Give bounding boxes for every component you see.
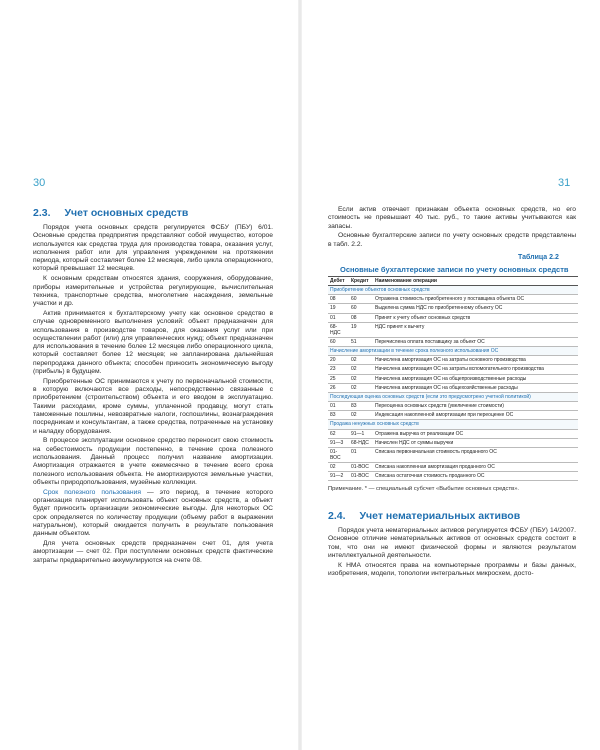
section-heading bbox=[33, 207, 188, 219]
accounting-table bbox=[328, 276, 578, 481]
section-label: Приобретение объектов основных средств bbox=[328, 286, 578, 295]
debit-cell: 01 bbox=[328, 402, 349, 411]
table-row bbox=[328, 356, 578, 365]
table-row bbox=[328, 472, 578, 481]
table-row bbox=[328, 295, 578, 304]
table-row bbox=[328, 402, 578, 411]
table-row bbox=[328, 374, 578, 383]
table-section-row bbox=[328, 392, 578, 401]
table-section-row bbox=[328, 346, 578, 355]
operation-cell: Переоценка основных средств (увеличение стоимости) bbox=[373, 402, 578, 411]
page-number: 30 bbox=[33, 177, 46, 189]
operation-cell: НДС принят к вычету bbox=[373, 322, 578, 337]
paragraph: Для учета основных средств предназначен счет 01, для учета амортизации — счет 02. При поступлении основных средств фактические затраты предварительно аккумулируются на счете 08. bbox=[33, 539, 273, 564]
debit-cell: 08 bbox=[328, 295, 349, 304]
header-credit: Кредит bbox=[349, 277, 373, 286]
credit-cell: 02 bbox=[349, 383, 373, 392]
debit-cell: 02 bbox=[328, 463, 349, 472]
table-row bbox=[328, 304, 578, 313]
table-note: Примечание. * — специальный субсчет «Выбытие основных средств». bbox=[328, 486, 520, 492]
credit-cell: 02 bbox=[349, 411, 373, 420]
paragraph: Порядок учета основных средств регулируется ФСБУ (ПБУ) 6/01. Основные средства предприятия представляют собой имущество, которое используется как средства труда для производства товара, оказания услуг, исполнения работ или для управления учреждением на протяжении периода, который составляет более 12 месяцев, либо цикла операционного, который превышает 12 месяцев. bbox=[33, 224, 273, 273]
section-title: Учет нематериальных активов bbox=[359, 510, 521, 522]
header-debit: Дебет bbox=[328, 277, 349, 286]
debit-cell: 68-НДС bbox=[328, 322, 349, 337]
debit-cell: 20 bbox=[328, 356, 349, 365]
table-row bbox=[328, 411, 578, 420]
debit-cell: 60 bbox=[328, 337, 349, 346]
operation-cell: Начислена амортизация ОС на затраты вспомогательного производства bbox=[373, 365, 578, 374]
table-row bbox=[328, 322, 578, 337]
table-row bbox=[328, 337, 578, 346]
debit-cell: 91—2 bbox=[328, 472, 349, 481]
debit-cell: 01-ВОС bbox=[328, 448, 349, 463]
operation-cell: Перечислена оплата поставщику за объект ОС bbox=[373, 337, 578, 346]
section-label: Начисление амортизации в течение срока полезного использования ОС bbox=[328, 346, 578, 355]
operation-cell: Выделена сумма НДС по приобретенному объекту ОС bbox=[373, 304, 578, 313]
table-caption: Таблица 2.2 bbox=[518, 254, 559, 261]
credit-cell: 19 bbox=[349, 322, 373, 337]
credit-cell: 01-ВОС bbox=[349, 472, 373, 481]
page-number: 31 bbox=[558, 177, 571, 189]
table-title: Основные бухгалтерские записи по учету основных средств bbox=[340, 265, 569, 274]
credit-cell: 02 bbox=[349, 365, 373, 374]
section-label: Продажа ненужных основных средств bbox=[328, 420, 578, 429]
operation-cell: Списана накопленная амортизация проданного ОС bbox=[373, 463, 578, 472]
debit-cell: 01 bbox=[328, 313, 349, 322]
credit-cell: 60 bbox=[349, 295, 373, 304]
section-heading bbox=[328, 510, 520, 522]
debit-cell: 23 bbox=[328, 365, 349, 374]
credit-cell: 91—1 bbox=[349, 429, 373, 438]
credit-cell: 01 bbox=[349, 448, 373, 463]
table-row bbox=[328, 313, 578, 322]
operation-cell: Начислена амортизация ОС на затраты основного производства bbox=[373, 356, 578, 365]
body-text bbox=[33, 224, 273, 565]
operation-cell: Принят к учету объект основных средств bbox=[373, 313, 578, 322]
debit-cell: 91—3 bbox=[328, 438, 349, 447]
table-section-row bbox=[328, 286, 578, 295]
paragraph: К основным средствам относятся здания, сооружения, оборудование, приборы измерительные и устройства регулирующие, вычислительная техника, транспортные средства, многолетние насаждения, земельные участки и др. bbox=[33, 275, 273, 308]
section-number: 2.4. bbox=[328, 510, 346, 522]
paragraph: Если актив отвечает признакам объекта основных средств, но его стоимость не превышает 40 тыс. руб., то такие активы учитываются как запасы. bbox=[328, 206, 576, 230]
operation-cell: Списана первоначальная стоимость проданного ОС bbox=[373, 448, 578, 463]
operation-cell: Начислен НДС от суммы выручки bbox=[373, 438, 578, 447]
table-row bbox=[328, 438, 578, 447]
debit-cell: 26 bbox=[328, 383, 349, 392]
table-body bbox=[328, 286, 578, 481]
right-page bbox=[300, 0, 600, 750]
credit-cell: 60 bbox=[349, 304, 373, 313]
paragraph: Порядок учета нематериальных активов регулируется ФСБУ (ПБУ) 14/2007. Основное отличие нематериальных активов от основных средств состоит в том, что они не имеют физической формы и являются результатом интеллектуальной деятельности. bbox=[328, 527, 576, 559]
credit-cell: 83 bbox=[349, 402, 373, 411]
operation-cell: Отражена выручка от реализации ОС bbox=[373, 429, 578, 438]
operation-cell: Начислена амортизация ОС на общехозяйственные расходы bbox=[373, 383, 578, 392]
section-label: Последующая оценка основных средств (если это предусмотрено учетной политикой) bbox=[328, 392, 578, 401]
table-section-row bbox=[328, 420, 578, 429]
intro-text bbox=[328, 206, 576, 249]
section-number: 2.3. bbox=[33, 207, 51, 219]
section-title: Учет основных средств bbox=[64, 207, 189, 219]
paragraph: Актив принимается к бухгалтерскому учету как основное средство в случае одновременного выполнения условий: объект предназначен для использования в производстве товаров, для оказания услуг или при осуществлении работ (или) для управленческих нужд; объект предназначен для использования в течение более 12 месяцев либо операционного цикла, который составляет более 12 месяцев; не запланирована дальнейшая перепродажа данного объекта; способен приносить экономическую выгоду (прибыль) в будущем. bbox=[33, 309, 273, 376]
paragraph: В процессе эксплуатации основное средство переносит свою стоимость на себестоимость продукции постепенно, в течение срока полезного использования. Данный процесс получил название амортизации. Амортизация отражается в учете ежемесячно в течение всего срока полезного использования объекта. Не амортизируются земельные участки, объекты природопользования, музейные коллекции. bbox=[33, 437, 273, 486]
table-row bbox=[328, 463, 578, 472]
operation-cell: Индексация накопленной амортизации при переоценке ОС bbox=[373, 411, 578, 420]
debit-cell: 83 bbox=[328, 411, 349, 420]
credit-cell: 08 bbox=[349, 313, 373, 322]
header-operation: Наименование операции bbox=[373, 277, 578, 286]
paragraph: Основные бухгалтерские записи по учету основных средств представлены в табл. 2.2. bbox=[328, 232, 576, 248]
credit-cell: 68-НДС bbox=[349, 438, 373, 447]
paragraph: К НМА относятся права на компьютерные программы и базы данных, изобретения, модели, топологии интегральных микросхем, досто- bbox=[328, 561, 576, 577]
table-row bbox=[328, 365, 578, 374]
credit-cell: 02 bbox=[349, 374, 373, 383]
paragraph: Приобретенные ОС принимаются к учету по первоначальной стоимости, в которую включаются все расходы, непосредственно связанные с приобретением (строительством) объекта и его вводом в эксплуатацию. Такими расходами, кроме суммы, уплаченной продавцу, могут стать таможенные пошлины, невозвратные налоги, госпошлины, вознаграждения посредникам и консультантам, а также средства, потраченные на установку и наладку оборудования. bbox=[33, 377, 273, 435]
operation-cell: Списана остаточная стоимость проданного ОС bbox=[373, 472, 578, 481]
debit-cell: 25 bbox=[328, 374, 349, 383]
term-highlight: Срок полезного пользования bbox=[43, 488, 141, 496]
credit-cell: 51 bbox=[349, 337, 373, 346]
term-definition: — это период, в течение которого организация планирует использовать объект основных средств, а объект будет приносить организации экономические выгоды. Для некоторых ОС срок определяется по количеству продукции (объему работ в выражении натуральном), который ожидается получить в результате пользования данным объектом. bbox=[33, 488, 273, 538]
debit-cell: 62 bbox=[328, 429, 349, 438]
table-row bbox=[328, 448, 578, 463]
debit-cell: 19 bbox=[328, 304, 349, 313]
body-text bbox=[328, 527, 576, 578]
operation-cell: Отражена стоимость приобретенного у поставщика объекта ОС bbox=[373, 295, 578, 304]
credit-cell: 01-ВОС bbox=[349, 463, 373, 472]
paragraph-term bbox=[33, 489, 273, 539]
table-row bbox=[328, 429, 578, 438]
credit-cell: 02 bbox=[349, 356, 373, 365]
table-header-row bbox=[328, 277, 578, 286]
operation-cell: Начислена амортизация ОС на общепроизводственные расходы bbox=[373, 374, 578, 383]
table-row bbox=[328, 383, 578, 392]
